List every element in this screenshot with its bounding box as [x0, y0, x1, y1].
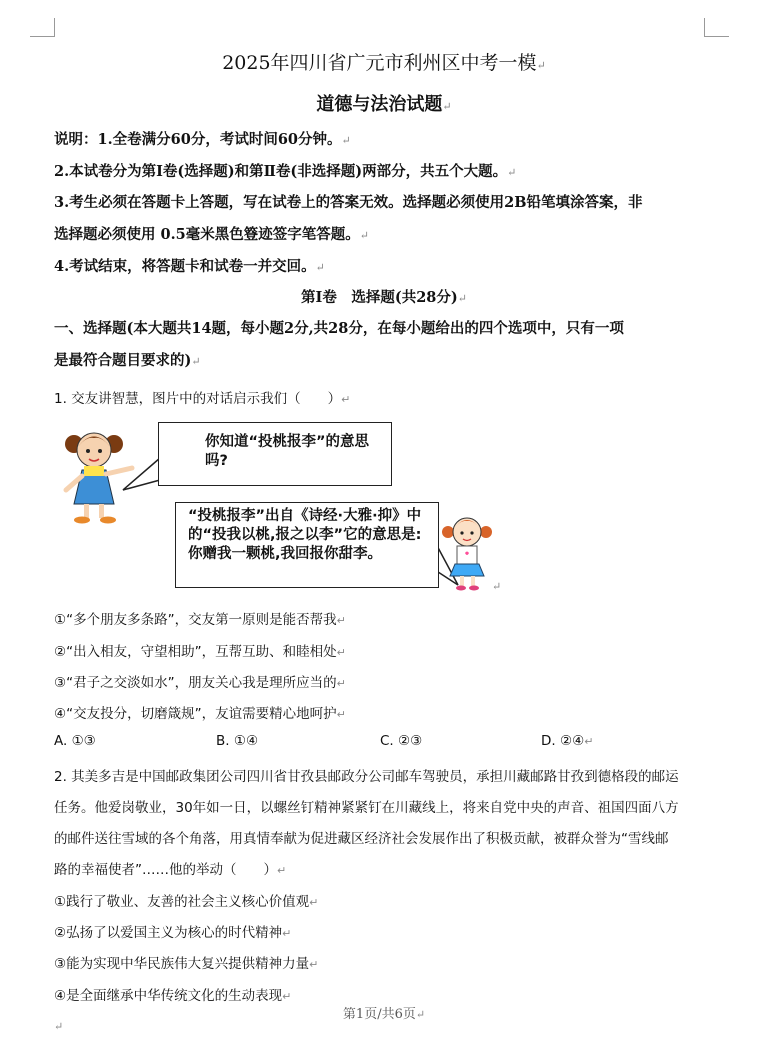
- q1-statement-3: ③“君子之交淡如水”，朋友关心我是理所应当的↵: [54, 675, 346, 691]
- q1-statement-4: ④“交友投分，切磨箴规”，友谊需要精心地呵护↵: [54, 706, 346, 722]
- q2-stem-line-3: 的邮件送往雪域的各个角落，用真情奉献为促进藏区经济社会发展作出了积极贡献，被群众誉为“雪线邮: [54, 831, 669, 847]
- q2-statement-1: ①践行了敬业、友善的社会主义核心价值观↵: [54, 894, 319, 910]
- q1-option-a: A. ①③: [54, 733, 96, 749]
- speech-bubble-1: [158, 422, 392, 486]
- q1-option-c: C. ②③: [380, 733, 423, 749]
- instruction-1: 说明：1.全卷满分60分，考试时间60分钟。↵: [54, 131, 351, 148]
- q1-option-b: B. ①④: [216, 733, 259, 749]
- q1-statement-1: ①“多个朋友多条路”，交友第一原则是能否帮我↵: [54, 612, 346, 628]
- instruction-3: 3.考生必须在答题卡上答题，写在试卷上的答案无效。选择题必须使用2B铅笔填涂答案，非: [54, 194, 643, 211]
- speech-bubble-2-text: “投桃报李”出自《诗经·大雅·抑》中的“投我以桃,报之以李”它的意思是:你赠我一颗桃,我回报你甜李。: [188, 508, 422, 562]
- exam-subtitle: 道德与法治试题↵: [316, 94, 452, 115]
- figure-paragraph-mark: ↵: [492, 580, 502, 593]
- page-footer: 第1页/共6页↵: [342, 1007, 426, 1022]
- q2-statement-2: ②弘扬了以爱国主义为核心的时代精神↵: [54, 925, 292, 941]
- q2-stem-line-4: 路的幸福使者”……他的举动（ ）↵: [54, 862, 287, 878]
- section-title: 第Ⅰ卷 选择题(共28分)↵: [301, 289, 467, 306]
- instruction-3-cont: 选择题必须使用 0.5毫米黑色簦迹签字笔答题。↵: [54, 226, 369, 243]
- q2-stem-line-2: 任务。他爱岗敬业，30年如一日，以螺丝钉精神紧紧钉在川藏线上，将来自党中央的声音、祖国四面八方: [54, 800, 679, 816]
- part-heading-cont: 是最符合题目要求的)↵: [54, 352, 201, 369]
- q2-statement-3: ③能为实现中华民族伟大复兴提供精神力量↵: [54, 956, 319, 972]
- q2-stem-line-1: 2. 其美多吉是中国邮政集团公司四川省甘孜县邮政分公司邮车驾驶员，承担川藏邮路甘孜到德格段的邮运: [54, 769, 679, 785]
- speech-bubble-2: [175, 502, 439, 588]
- speech-bubble-1-text: 你知道“投桃报李”的意思吗?: [205, 434, 370, 469]
- part-heading: 一、选择题(本大题共14题，每小题2分,共28分，在每小题给出的四个选项中，只有一项: [54, 320, 624, 337]
- crop-mark-top-right: [704, 18, 729, 37]
- crop-mark-top-left: [30, 18, 55, 37]
- instruction-2: 2.本试卷分为第Ⅰ卷(选择题)和第Ⅱ卷(非选择题)两部分，共五个大题。↵: [54, 163, 517, 180]
- exam-title: 2025年四川省广元市利州区中考一模↵: [222, 52, 546, 74]
- girl-illustration-right: [438, 508, 496, 594]
- instruction-4: 4.考试结束，将答题卡和试卷一并交回。↵: [54, 258, 325, 275]
- q1-statement-2: ②“出入相友，守望相助”，互帮互助、和睦相处↵: [54, 644, 346, 660]
- q2-statement-4: ④是全面继承中华传统文化的生动表现↵: [54, 988, 292, 1004]
- q1-option-d: D. ②④↵: [541, 733, 594, 749]
- q1-stem: 1. 交友讲智慧，图片中的对话启示我们（ ）↵: [54, 391, 351, 407]
- end-paragraph-mark: ↵: [54, 1020, 64, 1033]
